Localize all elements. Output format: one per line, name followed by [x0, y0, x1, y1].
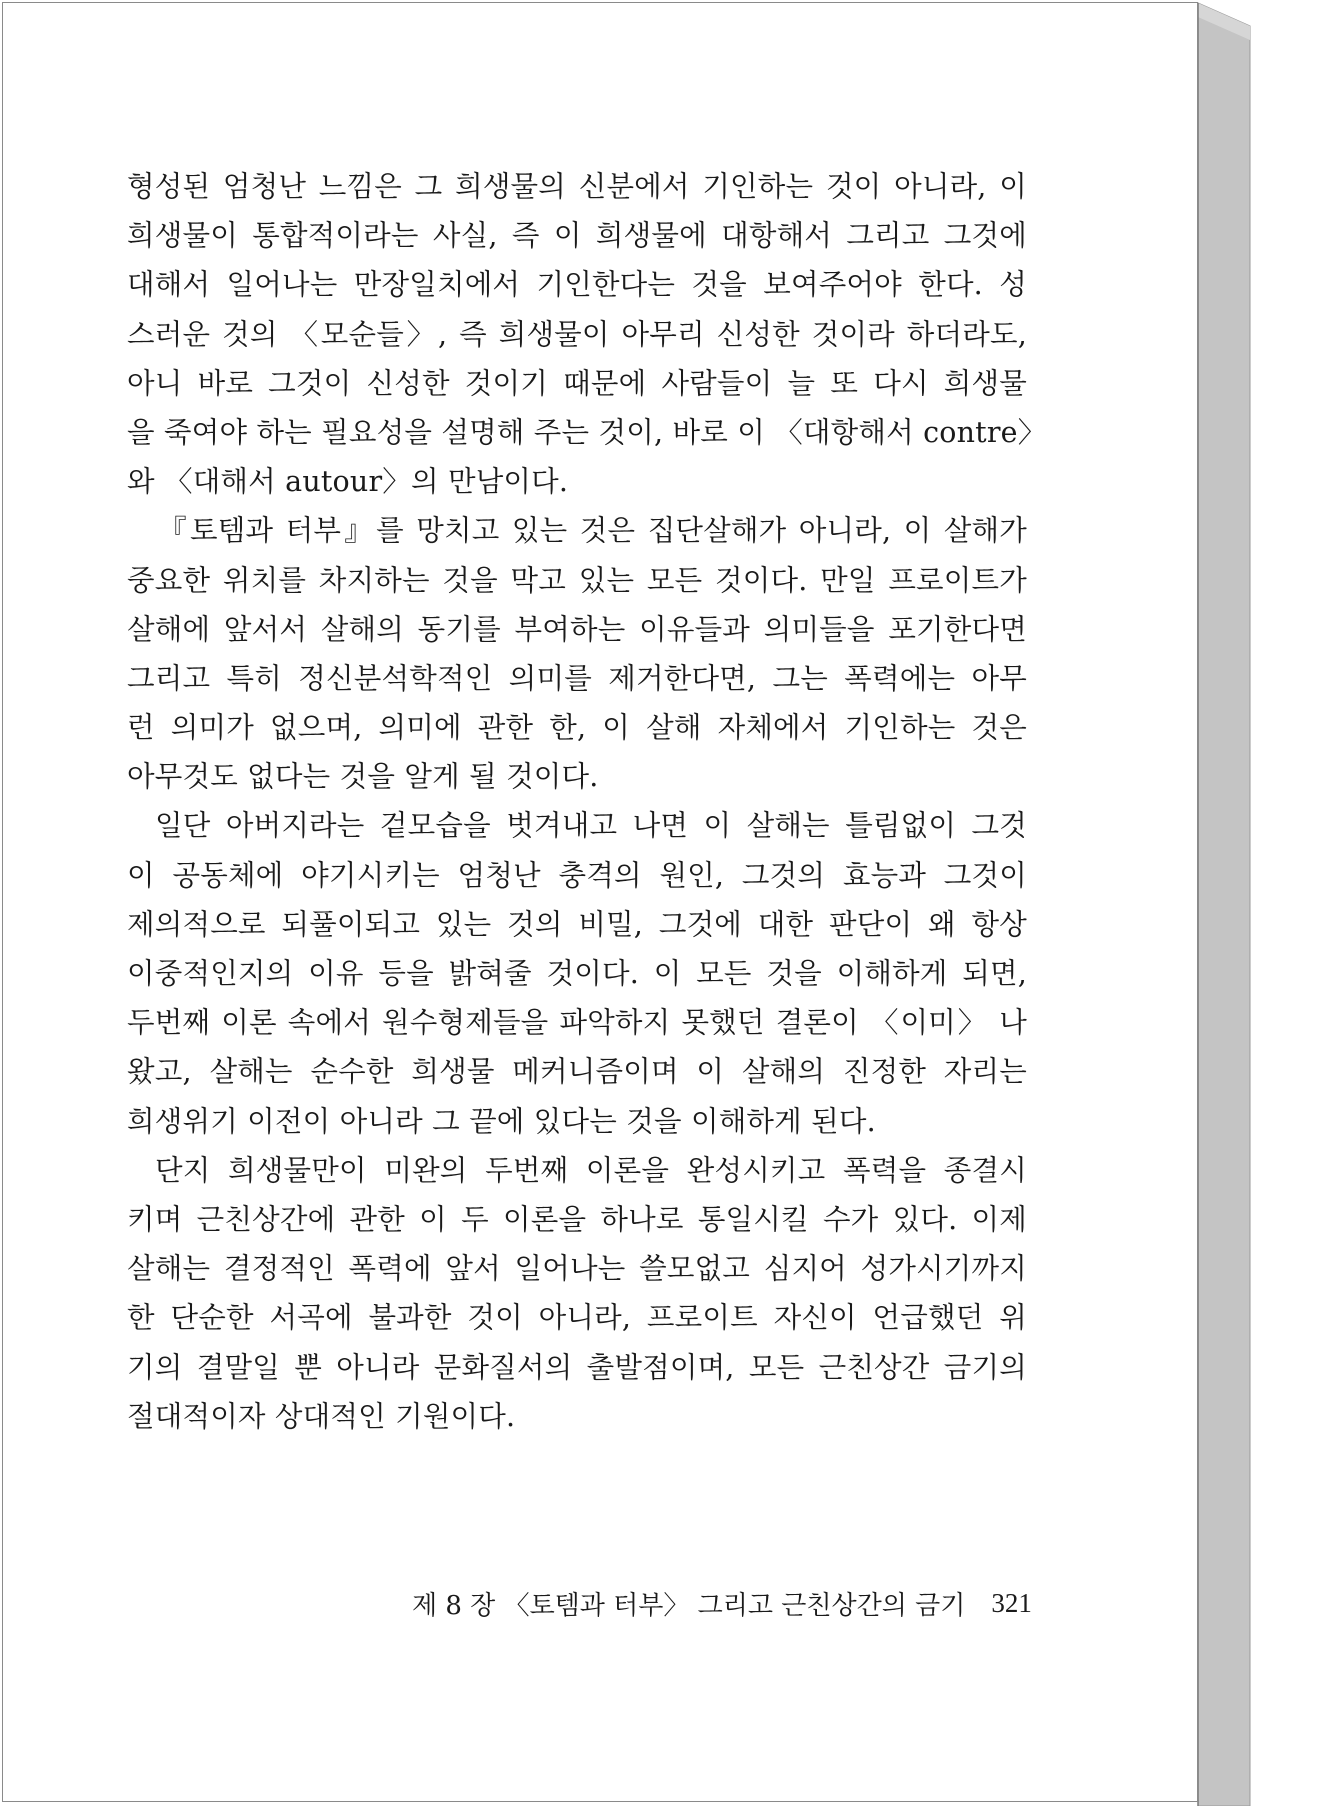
text-line [127, 408, 1047, 457]
line-text: 와 〈대해서 autour〉의 만남이다. [127, 465, 569, 499]
text-line [127, 556, 1027, 605]
text-line [127, 1195, 1027, 1244]
line-text: 희생물이 통합적이라는 사실, 즉 이 희생물에 대항해서 그리고 그것에 [127, 219, 1027, 253]
text-line [127, 801, 1027, 850]
paragraph [127, 801, 1027, 1145]
text-line [127, 211, 1027, 260]
text-line [127, 949, 1027, 998]
line-text: 절대적이자 상대적인 기원이다. [127, 1399, 516, 1433]
text-line [127, 1047, 1027, 1096]
line-text: 단지 희생물만이 미완의 두번째 이론을 완성시키고 폭력을 종결시 [155, 1153, 1027, 1187]
line-text: 일단 아버지라는 겉모습을 벗겨내고 나면 이 살해는 틀림없이 그것 [155, 809, 1027, 843]
text-line [127, 310, 1027, 359]
line-text: 두번째 이론 속에서 원수형제들을 파악하지 못했던 결론이 〈이미〉 나 [127, 1006, 1027, 1040]
text-line [127, 1343, 1027, 1392]
line-text: 런 의미가 없으며, 의미에 관한 한, 이 살해 자체에서 기인하는 것은 [127, 711, 1027, 745]
line-text: 형성된 엄청난 느낌은 그 희생물의 신분에서 기인하는 것이 아니라, 이 [127, 170, 1027, 203]
text-line [127, 1097, 1027, 1146]
text-line [127, 1293, 1027, 1342]
line-text: 이 공동체에 야기시키는 엄청난 충격의 원인, 그것의 효능과 그것이 [127, 858, 1027, 892]
text-line [127, 359, 1027, 408]
text-line [127, 1146, 1027, 1195]
page-footer [412, 1582, 1032, 1624]
line-text: 한 단순한 서곡에 불과한 것이 아니라, 프로이트 자신이 언급했던 위 [127, 1301, 1027, 1335]
line-text: 살해에 앞서서 살해의 동기를 부여하는 이유들과 의미들을 포기한다면 [127, 612, 1027, 646]
text-line [127, 1392, 1027, 1441]
text-line [127, 506, 1027, 555]
line-text: 제의적으로 되풀이되고 있는 것의 비밀, 그것에 대한 판단이 왜 항상 [127, 907, 1027, 941]
text-line [127, 654, 1027, 703]
text-line [127, 998, 1027, 1047]
line-text: 그리고 특히 정신분석학적인 의미를 제거한다면, 그는 폭력에는 아무 [127, 661, 1027, 695]
line-text: 『토템과 터부』를 망치고 있는 것은 집단살해가 아니라, 이 살해가 [155, 514, 1027, 548]
line-text: 왔고, 살해는 순수한 희생물 메커니즘이며 이 살해의 진정한 자리는 [127, 1055, 1027, 1089]
text-line [127, 162, 1027, 211]
text-line [127, 703, 1027, 752]
line-text: 기의 결말일 뿐 아니라 문화질서의 출발점이며, 모든 근친상간 금기의 [127, 1350, 1027, 1384]
paragraph [127, 506, 1027, 801]
text-line [127, 457, 1027, 506]
paragraph [127, 1146, 1027, 1441]
line-text: 스러운 것의 〈모순들〉, 즉 희생물이 아무리 신성한 것이라 하더라도, [127, 317, 1027, 351]
line-text: 을 죽여야 하는 필요성을 설명해 주는 것이, 바로 이 〈대항해서 contre〉 [127, 415, 1047, 449]
body-text [127, 162, 1047, 1441]
text-line [127, 260, 1027, 309]
page-number: 321 [991, 1587, 1032, 1618]
line-text: 키며 근친상간에 관한 이 두 이론을 하나로 통일시킬 수가 있다. 이제 [127, 1202, 1027, 1236]
text-line [127, 900, 1027, 949]
line-text: 아무것도 없다는 것을 알게 될 것이다. [127, 760, 599, 794]
line-text: 대해서 일어나는 만장일치에서 기인한다는 것을 보여주어야 한다. 성 [127, 268, 1027, 302]
line-text: 아니 바로 그것이 신성한 것이기 때문에 사람들이 늘 또 다시 희생물 [127, 366, 1027, 400]
line-text: 중요한 위치를 차지하는 것을 막고 있는 모든 것이다. 만일 프로이트가 [127, 563, 1027, 597]
line-text: 이중적인지의 이유 등을 밝혀줄 것이다. 이 모든 것을 이해하게 되면, [127, 957, 1027, 990]
text-line [127, 605, 1027, 654]
text-line [127, 752, 1027, 801]
text-line [127, 1244, 1027, 1293]
paragraph [127, 162, 1047, 506]
text-line [127, 851, 1027, 900]
running-head: 제 8 장 〈토템과 터부〉 그리고 근친상간의 금기 [412, 1590, 966, 1621]
line-text: 살해는 결정적인 폭력에 앞서 일어나는 쓸모없고 심지어 성가시기까지 [127, 1252, 1027, 1286]
line-text: 희생위기 이전이 아니라 그 끝에 있다는 것을 이해하게 된다. [127, 1104, 876, 1138]
